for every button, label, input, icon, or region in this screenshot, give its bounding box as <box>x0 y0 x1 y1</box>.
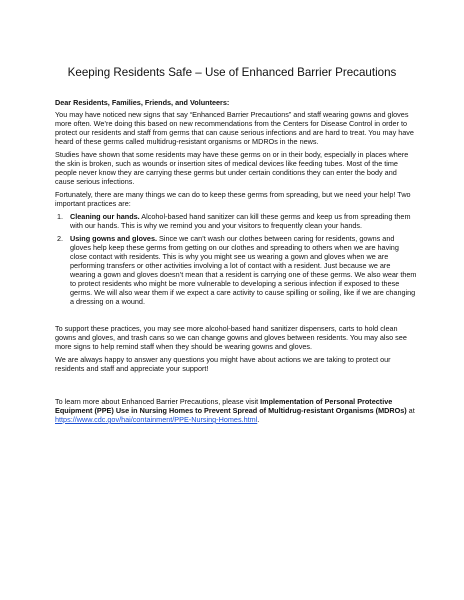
paragraph-intro: You may have noticed new signs that say “Enhanced Barrier Precautions” and staff wearing gowns and gloves more often. We’re doing this based on new recommendations from the Centers for Disease Control in order to protect our residents and staff from germs that can cause serious infections and are hard to treat. You may have heard of these germs called multidrug-resistant organisms or MDROs in the news. <box>55 110 414 146</box>
list-item <box>55 234 417 306</box>
list-number: 2. <box>57 234 64 243</box>
list-item-heading: Cleaning our hands. <box>70 212 140 221</box>
footer-paragraph <box>55 397 417 424</box>
page-title: Keeping Residents Safe – Use of Enhanced Barrier Precautions <box>67 66 397 79</box>
paragraph-practices: Fortunately, there are many things we can do to keep these germs from spreading, but we need your help! Two important practices are: <box>55 190 411 208</box>
paragraph-support: To support these practices, you may see more alcohol-based hand sanitizer dispensers, carts to hold clean gowns and gloves, and trash cans so we can change gowns and gloves between residents. You may also see more signs to help remind staff when they should be wearing gowns and gloves. <box>55 324 407 351</box>
footer-intro: To learn more about Enhanced Barrier Precautions, please visit <box>55 397 261 406</box>
paragraph-studies: Studies have shown that some residents may have these germs on or in their body, especially in places where the skin is broken, such as wounds or insertion sites of medical devices like feeding tubes. Most of the time people never know they are carrying these germs but under certain conditions they can enter the body and cause serious infections. <box>55 150 409 186</box>
greeting: Dear Residents, Families, Friends, and Volunteers: <box>55 98 230 107</box>
footer-resource-title: Implementation of Personal Protective Equipment (PPE) Use in Nursing Homes to Prevent Spread of Multidrug-resistant Organisms (MDROs) <box>55 397 407 415</box>
practices-list <box>55 212 417 306</box>
list-item <box>55 212 417 230</box>
footer-end: . <box>257 415 260 424</box>
list-item-text: Since we can’t wash our clothes between caring for residents, gowns and gloves help keep these germs from getting on our clothes and spreading to others when we are having close contact with residents. This is why you might see us wearing a gown and gloves when we are performing transfers or other activities involving a lot of contact with a resident. Just because we are wearing a gown and gloves doesn’t mean that a resident is carrying one of these germs. We also wear them to protect residents who might be more vulnerable to developing a serious infection if exposed to these germs. We will also wear them if we expect a care activity to cause spilling or soiling, like if we are changing a dressing on a wound. <box>70 234 417 306</box>
list-number: 1. <box>57 212 64 221</box>
spacer <box>55 310 417 324</box>
list-item-text: Alcohol-based hand sanitizer can kill these germs and keep us from spreading them with our hands. This is why we remind you and your visitors to frequently clean your hands. <box>70 212 411 230</box>
list-item-heading: Using gowns and gloves. <box>70 234 158 243</box>
paragraph-thanks: We are always happy to answer any questions you might have about actions we are taking to protect our residents and staff and appreciate your support! <box>55 355 391 373</box>
letter-body <box>55 98 417 428</box>
spacer <box>55 377 417 397</box>
footer-at: at <box>406 406 415 415</box>
cdc-link[interactable]: https://www.cdc.gov/hai/containment/PPE-Nursing-Homes.html <box>55 415 258 424</box>
